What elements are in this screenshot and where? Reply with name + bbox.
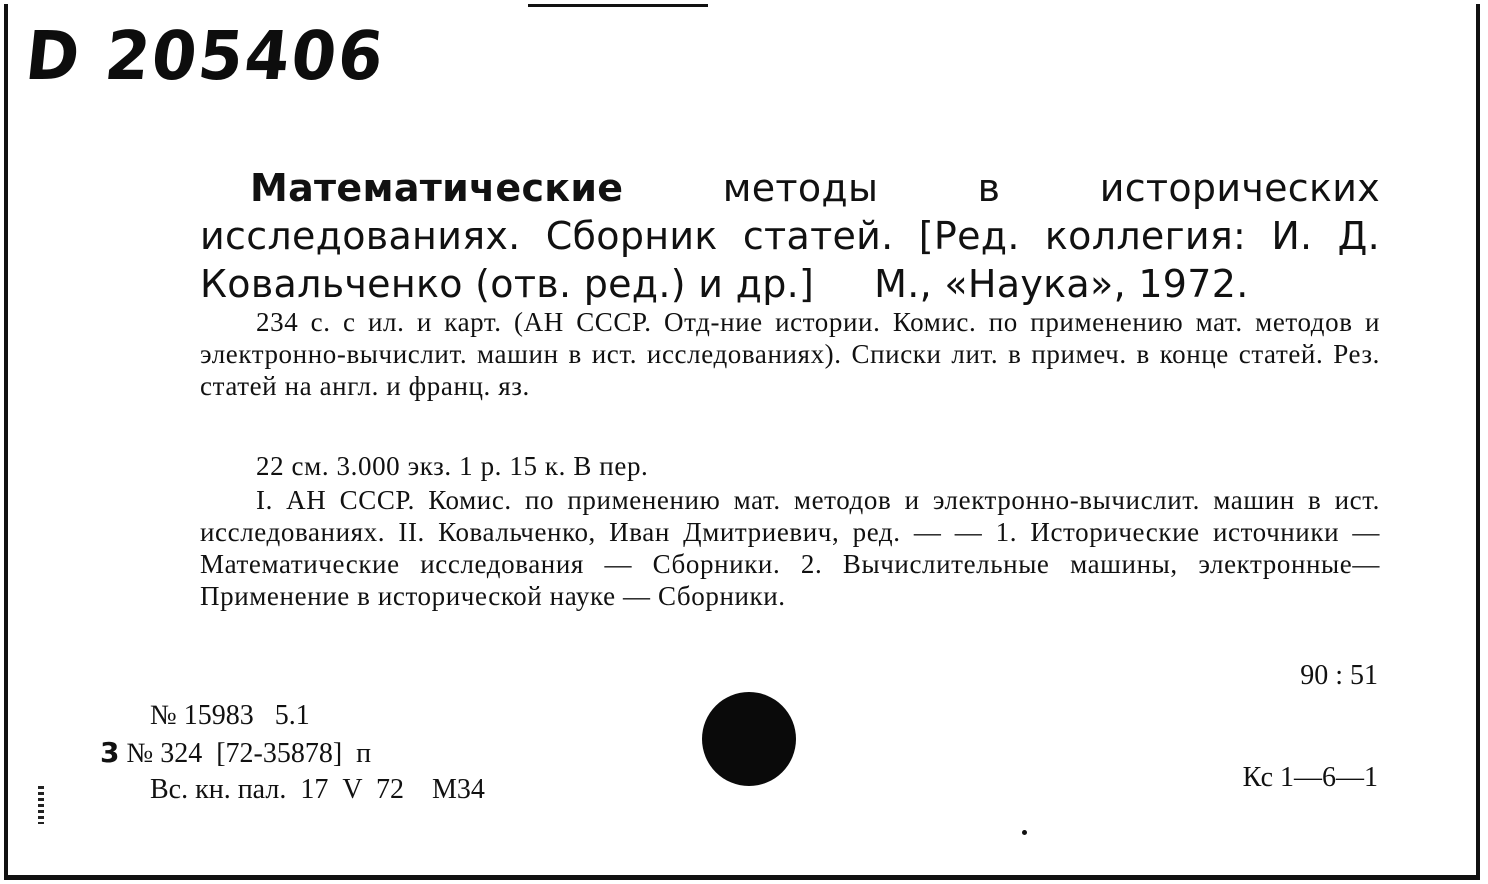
order-number-text: № 324 [72-35878] п <box>119 738 372 769</box>
card-top-edge <box>528 4 708 7</box>
classmark: 90 : 51 <box>1300 660 1378 691</box>
ink-dot <box>1022 830 1027 835</box>
title-block <box>200 164 1380 308</box>
order-prefix: 3 <box>100 736 120 769</box>
size-price-text: 22 см. 3.000 экз. 1 р. 15 к. В пер. <box>256 451 649 481</box>
book-chamber-line: Вс. кн. пал. 17 V 72 М34 <box>150 774 485 805</box>
subject-headings-text: I. АН СССР. Комис. по применению мат. методов и электронно-вычислит. машин в ист. исследованиях. II. Ковальченко, Иван Дмитриевич, ред. — — 1. Исторические источники — Математические исследования — Сборники. 2. Вычислительные машины, электронные— Применение в исторической науке — Сборники. <box>200 485 1380 611</box>
registration-number: № 15983 5.1 <box>150 700 310 731</box>
handwritten-catalog-number: D 205406 <box>21 18 389 96</box>
physical-description <box>200 306 1380 402</box>
subject-headings <box>200 484 1380 612</box>
physical-description-text: 234 с. с ил. и карт. (АН СССР. Отд-ние истории. Комис. по применению мат. методов и электронно-вычислит. машин в ист. исследованиях). Списки лит. в примеч. в конце статей. Рез. статей на англ. и франц. яз. <box>200 307 1380 401</box>
card-code: Кс 1—6—1 <box>1242 762 1378 793</box>
order-number <box>100 736 371 770</box>
edge-mark <box>38 786 44 824</box>
size-price-line <box>200 450 1380 482</box>
imprint: М., «Наука», 1972. <box>874 262 1249 306</box>
title-rest: методы в исторических исследованиях. Сборник статей. [Ред. коллегия: И. Д. Ковальченко (отв. ред.) и др.] <box>200 166 1380 306</box>
punch-hole <box>702 692 796 786</box>
title-lead: Математические <box>250 166 624 210</box>
